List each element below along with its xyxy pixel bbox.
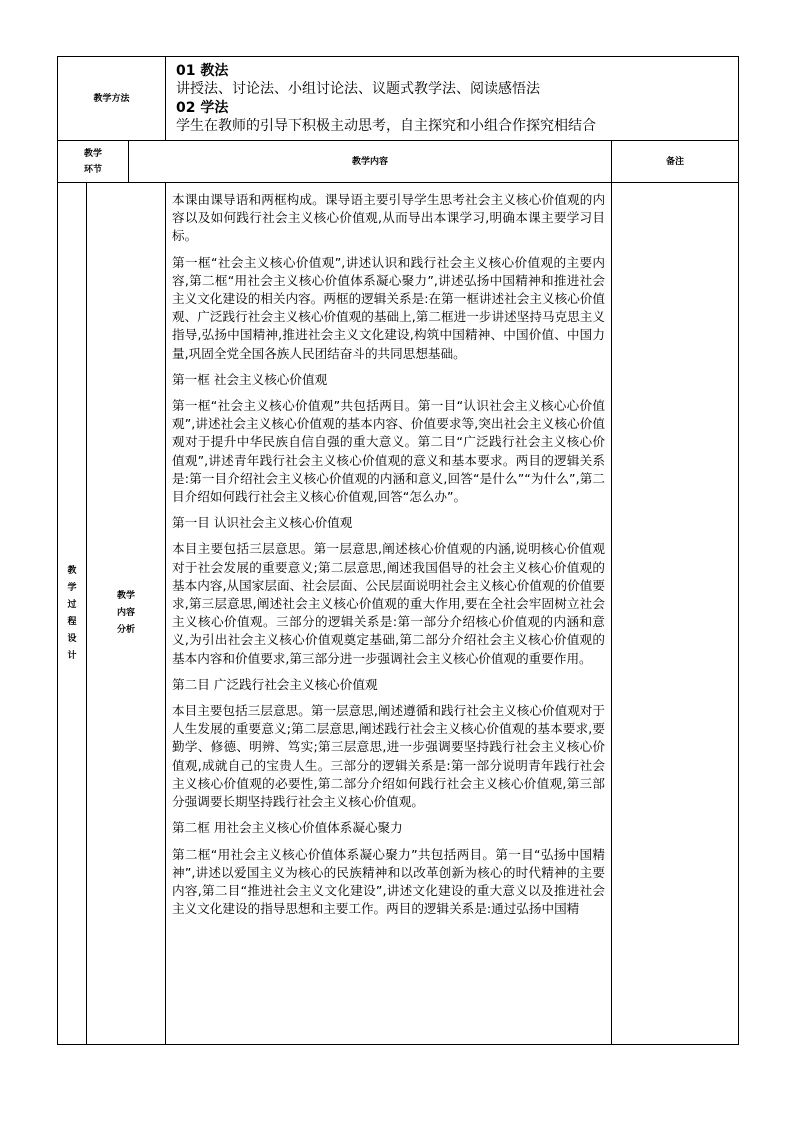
content-analysis-line: 教学 xyxy=(117,591,136,601)
content-paragraph: 本课由课导语和两框构成。课导语主要引导学生思考社会主义核心价值观的内容以及如何践行社会主义核心价值观,从而导出本课学习,明确本课主要学习目标。 xyxy=(172,192,606,244)
methods-label: 教学方法 xyxy=(58,57,166,141)
content-body xyxy=(166,183,612,1045)
content-paragraph: 第一框“社会主义核心价值观”,讲述认识和践行社会主义核心价值观的主要内容,第二框“用社会主义核心价值体系凝心聚力”,讲述弘扬中国精神和推进社会主义文化建设的相关内容。两框的逻辑关系是:在第一框讲述社会主义核心价值观、广泛践行社会主义核心价值观的基础上,第二框进一步讲述坚持马克思主义指导,弘扬中国精神,推进社会主义文化建设,构筑中国精神、中国价值、中国力量,巩固全党全国各族人民团结奋斗的共同思想基础。 xyxy=(172,254,606,361)
content-analysis-label xyxy=(87,183,166,1045)
section-title: 第一目 认识社会主义核心价值观 xyxy=(172,515,353,531)
process-design-char: 设 xyxy=(67,633,77,644)
remark-cell xyxy=(612,183,739,1045)
content-paragraph: 第二框“用社会主义核心价值体系凝心聚力”共包括两目。第一目“弘扬中国精神”,讲述以爱国主义为核心的民族精神和以改革创新为核心的时代精神的主要内容,第二目“推进社会主义文化建设”,讲述文化建设的重大意义以及推进社会主义文化建设的指导思想和主要工作。两目的逻辑关系是:通过弘扬中国精 xyxy=(172,846,606,917)
teaching-method-heading: 01 教法 xyxy=(176,62,229,79)
process-design-label xyxy=(58,183,87,1045)
content-paragraph: 本目主要包括三层意思。第一层意思,阐述核心价值观的内涵,说明核心价值观对于社会发展的重要意义;第二层意思,阐述我国倡导的社会主义核心价值观的基本内容,从国家层面、社会层面、公民层面说明社会主义核心价值观的价值要求,第三层意思,阐述社会主义核心价值观的重大作用,要在全社会牢固树立社会主义核心价值观。三部分的逻辑关系是:第一部分介绍核心价值观的内涵和意义,为引出社会主义核心价值观奠定基础,第二部分介绍社会主义核心价值观的基本内容和价值要求,第三部分进一步强调社会主义核心价值观的重要作用。 xyxy=(172,541,606,666)
learning-method-heading: 02 学法 xyxy=(176,99,229,116)
stage-header-line1: 教学 xyxy=(83,148,102,159)
content-paragraph: 第一框“社会主义核心价值观”共包括两目。第一目“认识社会主义核心心价值观”,讲述社会主义核心价值观的基本内容、价值要求等,突出社会主义核心价值观对于提升中华民族自信自强的重大意义。第二目“广泛践行社会主义核心价值观”,讲述青年践行社会主义核心价值观的意义和基本要求。两目的逻辑关系是:第一目介绍社会主义核心价值观的内涵和意义,回答“是什么”“为什么”,第二目介绍如何践行社会主义核心价值观,回答“怎么办”。 xyxy=(172,398,606,505)
lesson-plan-table xyxy=(57,56,739,1045)
body-row xyxy=(58,183,739,1045)
teaching-method-text: 讲授法、讨论法、小组讨论法、议题式教学法、阅读感悟法 xyxy=(176,81,541,97)
section-title: 第二框 用社会主义核心价值体系凝心聚力 xyxy=(172,820,403,836)
process-design-char: 程 xyxy=(67,616,77,627)
stage-header xyxy=(58,141,129,183)
learning-method-text: 学生在教师的引导下积极主动思考，自主探究和小组合作探究相结合 xyxy=(176,118,597,134)
section-title: 第二目 广泛践行社会主义核心价值观 xyxy=(172,676,378,692)
content-header: 教学内容 xyxy=(129,141,612,183)
process-design-char: 计 xyxy=(67,650,77,661)
methods-cell xyxy=(166,57,739,141)
process-design-char: 教 xyxy=(67,565,77,576)
stage-header-line2: 环节 xyxy=(83,164,102,175)
content-analysis-line: 分析 xyxy=(117,625,136,635)
remark-header: 备注 xyxy=(612,141,739,183)
section-title: 第一框 社会主义核心价值观 xyxy=(172,371,328,387)
process-design-char: 过 xyxy=(67,599,77,610)
content-analysis-line: 内容 xyxy=(117,608,136,618)
content-paragraph: 本目主要包括三层意思。第一层意思,阐述遵循和践行社会主义核心价值观对于人生发展的重要意义;第二层意思,阐述践行社会主义核心价值观的基本要求,要勤学、修德、明辨、笃实;第三层意思,进一步强调要坚持践行社会主义核心价值观,成就自己的宝贵人生。三部分的逻辑关系是:第一部分说明青年践行社会主义核心价值观的必要性,第二部分介绍如何践行社会主义核心价值观,第三部分强调要长期坚持践行社会主义核心价值观。 xyxy=(172,703,606,810)
header-row xyxy=(58,141,739,183)
process-design-char: 学 xyxy=(67,582,77,593)
methods-row xyxy=(58,57,739,141)
